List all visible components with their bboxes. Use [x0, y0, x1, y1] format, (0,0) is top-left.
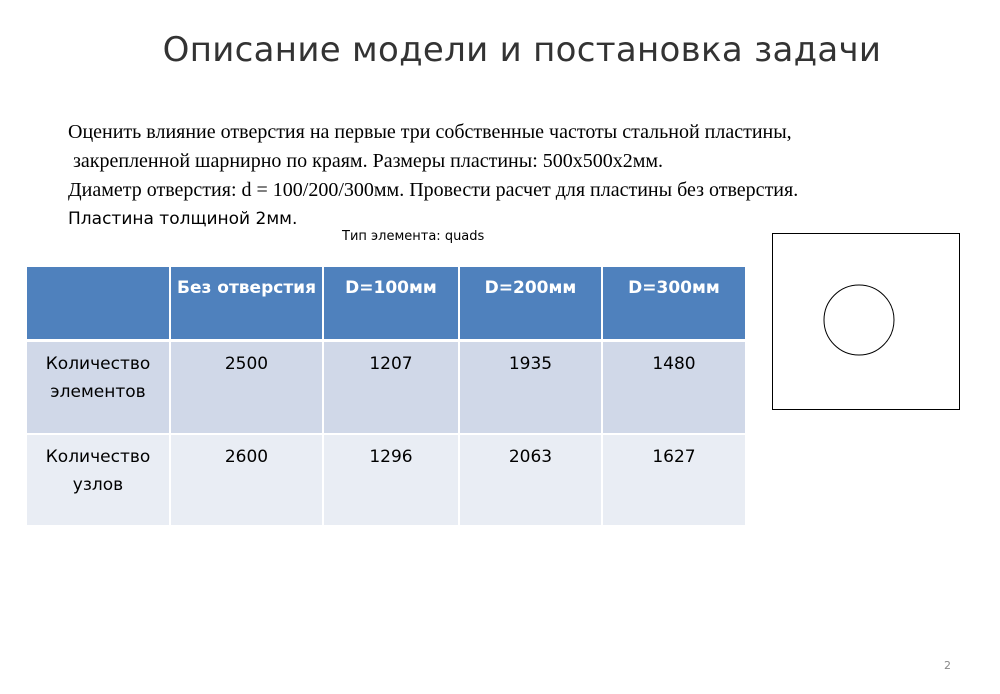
table-cell: 1480 [602, 341, 746, 435]
table-cell: 2600 [170, 434, 323, 526]
slide-title: Описание модели и постановка задачи [162, 30, 882, 70]
description-line-3: Диаметр отверстия: d = 100/200/300мм. Провести расчет для пластины без отверстия. [68, 179, 799, 201]
header-no-hole: Без отверстия [170, 267, 323, 341]
row-label-elements: Количество элементов [27, 341, 170, 435]
plate-with-hole-diagram [772, 233, 960, 410]
table-cell: 1296 [323, 434, 459, 526]
header-cell-empty [27, 267, 170, 341]
header-d100: D=100мм [323, 267, 459, 341]
element-type-label: Тип элемента: quads [342, 229, 485, 244]
header-d300: D=300мм [602, 267, 746, 341]
page-number: 2 [944, 659, 951, 672]
row-label-nodes: Количество узлов [27, 434, 170, 526]
table-cell: 1935 [459, 341, 602, 435]
description-line-4: Пластина толщиной 2мм. [68, 209, 298, 229]
table-cell: 2063 [459, 434, 602, 526]
description-line-2: закрепленной шарнирно по краям. Размеры пластины: 500х500х2мм. [68, 150, 664, 172]
table-cell: 2500 [170, 341, 323, 435]
mesh-table [27, 267, 747, 527]
table-row [27, 434, 746, 526]
description-line-1: Оценить влияние отверстия на первые три собственные частоты стальной пластины, [68, 121, 792, 143]
task-description [68, 118, 968, 234]
table-cell: 1627 [602, 434, 746, 526]
table-header-row [27, 267, 746, 341]
plate-outline [773, 234, 960, 410]
table-row [27, 341, 746, 435]
table-cell: 1207 [323, 341, 459, 435]
header-d200: D=200мм [459, 267, 602, 341]
